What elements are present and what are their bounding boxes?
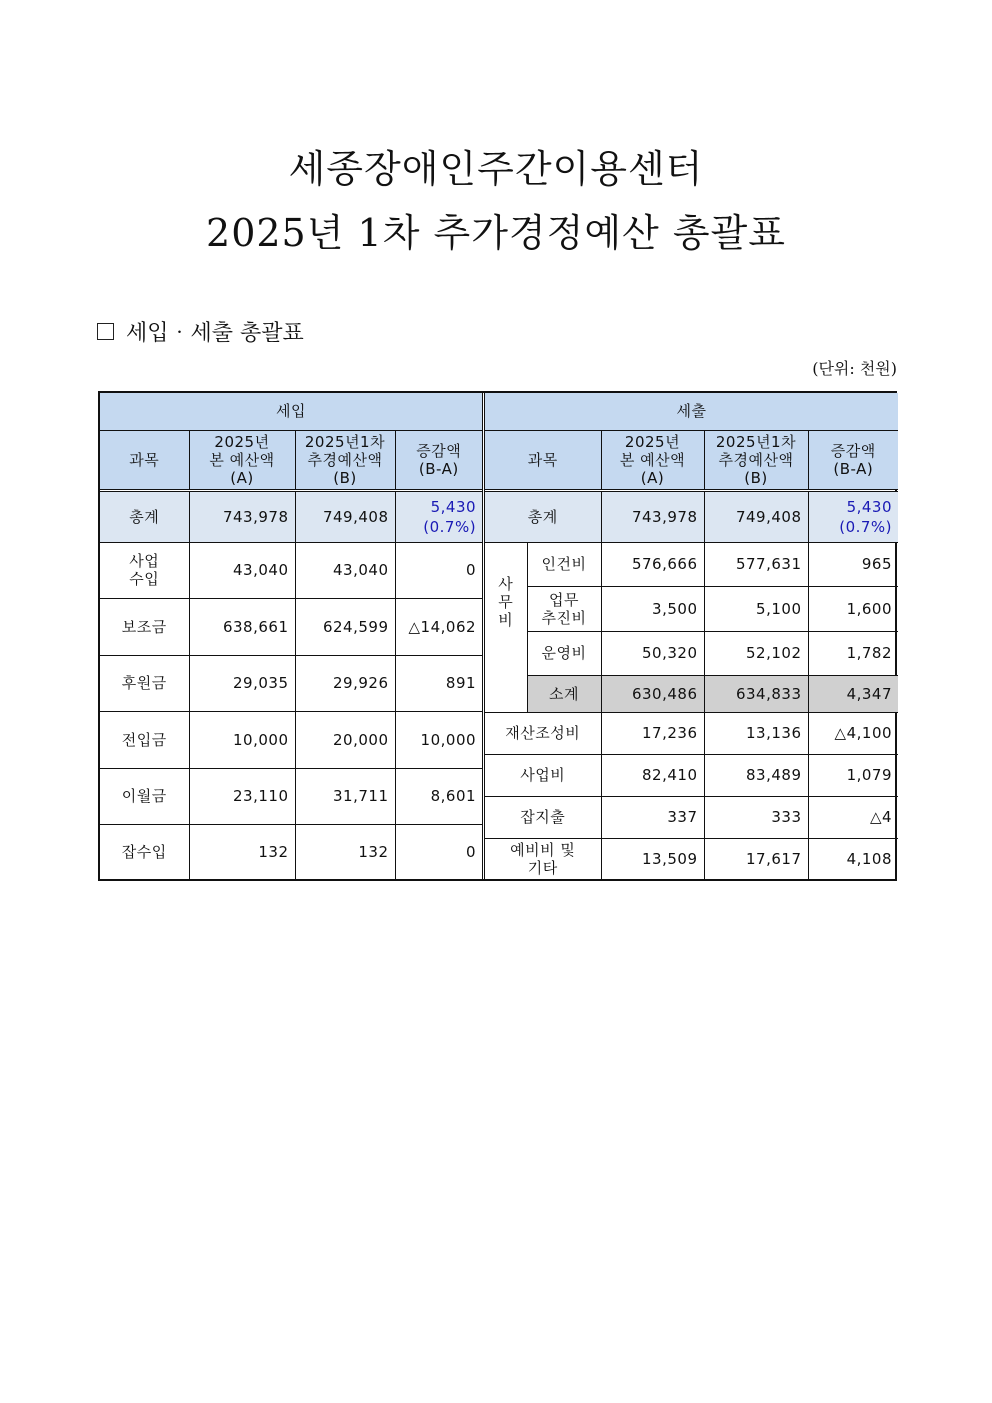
row-diff: 1,600 — [808, 586, 898, 631]
row-label: 잡지출 — [485, 796, 601, 838]
section-label: 세입‧세출 총괄표 — [126, 321, 304, 346]
col-diff: 증감액 (B-A) — [395, 430, 482, 490]
table-row — [100, 655, 482, 711]
row-diff: 0 — [395, 824, 482, 879]
table-row — [100, 824, 482, 879]
subtotal-b: 634,833 — [704, 675, 808, 712]
row-b: 20,000 — [295, 711, 395, 768]
row-label: 전입금 — [100, 711, 189, 768]
row-a: 132 — [189, 824, 295, 879]
row-diff: △4 — [808, 796, 898, 838]
total-a: 743,978 — [601, 490, 704, 542]
table-row — [100, 542, 482, 598]
row-label: 사업비 — [485, 754, 601, 796]
checkbox-icon — [97, 323, 114, 340]
subtotal-a: 630,486 — [601, 675, 704, 712]
row-b: 577,631 — [704, 542, 808, 586]
row-diff: 891 — [395, 655, 482, 711]
subtotal-label: 소계 — [527, 675, 601, 712]
income-grid — [100, 393, 482, 879]
row-b: 52,102 — [704, 631, 808, 675]
total-diff: 5,430 (0.7%) — [808, 490, 898, 542]
row-b: 333 — [704, 796, 808, 838]
expense-column-row — [485, 430, 898, 490]
table-row — [485, 754, 898, 796]
row-b: 17,617 — [704, 838, 808, 879]
row-b: 29,926 — [295, 655, 395, 711]
row-a: 50,320 — [601, 631, 704, 675]
row-diff: 8,601 — [395, 768, 482, 824]
expense-header: 세출 — [485, 393, 898, 430]
row-a: 82,410 — [601, 754, 704, 796]
expense-total-row — [485, 490, 898, 542]
table-row — [485, 838, 898, 879]
row-label: 잡수입 — [100, 824, 189, 879]
section-heading — [97, 316, 304, 347]
row-a: 638,661 — [189, 598, 295, 655]
table-row — [485, 712, 898, 754]
income-total-row — [100, 490, 482, 542]
income-header: 세입 — [100, 393, 482, 430]
row-b: 13,136 — [704, 712, 808, 754]
row-b: 83,489 — [704, 754, 808, 796]
row-diff: 4,108 — [808, 838, 898, 879]
table-row — [485, 631, 898, 675]
row-diff: 1,079 — [808, 754, 898, 796]
unit-label: (단위: 천원) — [812, 359, 897, 378]
row-diff: 0 — [395, 542, 482, 598]
table-row — [485, 542, 898, 586]
row-a: 29,035 — [189, 655, 295, 711]
row-a: 337 — [601, 796, 704, 838]
total-b: 749,408 — [295, 490, 395, 542]
expense-grid — [485, 393, 898, 879]
row-label: 인건비 — [527, 542, 601, 586]
col-base-budget: 2025년 본 예산액 (A) — [601, 430, 704, 490]
page-subtitle: 2025년 1차 추가경정예산 총괄표 — [206, 211, 786, 255]
subtotal-diff: 4,347 — [808, 675, 898, 712]
row-a: 10,000 — [189, 711, 295, 768]
row-a: 23,110 — [189, 768, 295, 824]
total-diff: 5,430 (0.7%) — [395, 490, 482, 542]
income-column-row — [100, 430, 482, 490]
col-supp-budget: 2025년1차 추경예산액 (B) — [704, 430, 808, 490]
total-label: 총계 — [100, 490, 189, 542]
office-expense-group-label: 사 무 비 — [485, 542, 527, 712]
row-label: 재산조성비 — [485, 712, 601, 754]
row-b: 43,040 — [295, 542, 395, 598]
subtotal-row — [485, 675, 898, 712]
expense-table — [482, 393, 898, 879]
row-diff: 1,782 — [808, 631, 898, 675]
table-row — [100, 598, 482, 655]
table-row — [100, 711, 482, 768]
row-diff: △4,100 — [808, 712, 898, 754]
row-a: 17,236 — [601, 712, 704, 754]
row-label: 보조금 — [100, 598, 189, 655]
col-diff: 증감액 (B-A) — [808, 430, 898, 490]
page-title: 세종장애인주간이용센터 — [288, 147, 704, 191]
row-b: 132 — [295, 824, 395, 879]
row-diff: 10,000 — [395, 711, 482, 768]
row-label: 예비비 및 기타 — [485, 838, 601, 879]
table-row — [100, 768, 482, 824]
col-subject: 과목 — [100, 430, 189, 490]
row-a: 3,500 — [601, 586, 704, 631]
row-label: 업무 추진비 — [527, 586, 601, 631]
table-row — [485, 586, 898, 631]
income-header-row — [100, 393, 482, 430]
row-b: 31,711 — [295, 768, 395, 824]
row-diff: △14,062 — [395, 598, 482, 655]
row-label: 후원금 — [100, 655, 189, 711]
income-table — [100, 393, 482, 879]
row-diff: 965 — [808, 542, 898, 586]
total-label: 총계 — [485, 490, 601, 542]
col-base-budget: 2025년 본 예산액 (A) — [189, 430, 295, 490]
row-b: 624,599 — [295, 598, 395, 655]
row-a: 43,040 — [189, 542, 295, 598]
row-a: 13,509 — [601, 838, 704, 879]
row-b: 5,100 — [704, 586, 808, 631]
row-a: 576,666 — [601, 542, 704, 586]
col-supp-budget: 2025년1차 추경예산액 (B) — [295, 430, 395, 490]
total-a: 743,978 — [189, 490, 295, 542]
table-row — [485, 796, 898, 838]
total-b: 749,408 — [704, 490, 808, 542]
expense-header-row — [485, 393, 898, 430]
col-subject: 과목 — [485, 430, 601, 490]
row-label: 운영비 — [527, 631, 601, 675]
budget-summary-table — [98, 391, 897, 881]
row-label: 이월금 — [100, 768, 189, 824]
row-label: 사업 수입 — [100, 542, 189, 598]
